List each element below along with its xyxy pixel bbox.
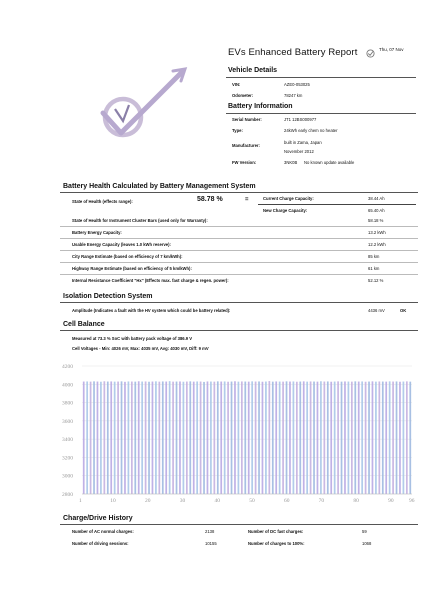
cell-voltage-bar xyxy=(179,381,181,494)
y-tick-label: 2800 xyxy=(62,492,73,498)
type-value: 24kWh early chem no heater xyxy=(284,128,338,133)
city-range-value: 85 km xyxy=(368,254,380,259)
cell-voltage-bar xyxy=(265,382,267,494)
x-tick-label: 96 xyxy=(409,498,415,504)
cell-voltage-bar xyxy=(193,382,195,494)
cell-voltage-bar xyxy=(299,382,301,494)
cell-voltage-bar xyxy=(155,381,157,494)
cell-voltage-bar xyxy=(382,382,384,494)
x-tick-label: 30 xyxy=(179,498,186,504)
cell-voltage-bar xyxy=(134,382,136,494)
row-divider xyxy=(60,262,418,263)
city-range-label: City Range Estimate (based on efficiency of 7 km/kWh): xyxy=(72,254,183,259)
cell-voltage-bar xyxy=(189,381,191,494)
cell-voltage-bar xyxy=(286,381,288,494)
cell-voltage-bar xyxy=(152,382,154,494)
cell-voltage-bar xyxy=(148,382,150,494)
soc-line: Measured at 73.3 % SoC with battery pack voltage of 386.9 V xyxy=(72,336,193,341)
y-tick-label: 4000 xyxy=(62,382,73,389)
x-tick-label: 40 xyxy=(214,498,220,504)
cell-voltage-bar xyxy=(262,382,264,494)
cell-voltage-bar xyxy=(330,382,332,494)
driving-sessions-value: 10155 xyxy=(205,541,217,546)
serial-value: JT1 12BS000977 xyxy=(284,117,317,122)
manufacturer-value: built in Zama, Japan xyxy=(284,140,322,145)
report-date: Thu, 07 Nov xyxy=(379,47,404,52)
cell-voltage-bar xyxy=(110,381,112,494)
cell-voltage-bar xyxy=(368,382,370,494)
cell-voltage-bar xyxy=(90,382,92,494)
soh-equals: = xyxy=(245,197,249,203)
y-tick-label: 3600 xyxy=(62,418,73,425)
cell-voltage-bar xyxy=(320,381,322,494)
cell-voltage-summary: Cell Voltages - Min: 4026 mV, Max: 4035 mV, Avg: 4030 mV, Diff: 9 mV xyxy=(72,346,209,351)
cell-voltage-bar xyxy=(169,381,171,494)
cell-voltage-bar xyxy=(141,382,143,494)
energy-capacity-label: Battery Energy Capacity: xyxy=(72,230,122,235)
cell-voltage-bar xyxy=(296,382,298,494)
cell-voltage-bar xyxy=(303,381,305,494)
cell-voltage-bar xyxy=(396,381,398,494)
x-tick-label: 10 xyxy=(110,498,116,504)
isolation-status: OK xyxy=(400,308,407,313)
health-rule xyxy=(60,192,418,193)
cell-voltage-bar xyxy=(293,381,295,494)
y-tick-label: 3200 xyxy=(62,455,73,462)
cell-voltage-bar xyxy=(344,381,346,494)
cell-voltage-bar xyxy=(220,382,222,494)
cell-voltage-bar xyxy=(107,382,109,494)
y-tick-label: 3000 xyxy=(62,473,73,480)
cell-voltage-bar xyxy=(337,381,339,494)
cell-voltage-bar xyxy=(385,382,387,494)
x-tick-label: 1 xyxy=(79,498,82,504)
cell-voltage-bar xyxy=(224,381,226,494)
cell-voltage-bar xyxy=(365,382,367,494)
cell-balance-title: Cell Balance xyxy=(63,321,105,328)
x-tick-label: 20 xyxy=(145,498,151,504)
cell-voltage-bar xyxy=(86,381,88,494)
cell-voltage-bar xyxy=(389,381,391,494)
x-tick-label: 70 xyxy=(318,498,325,504)
cell-voltage-bar xyxy=(128,381,130,494)
brand-logo xyxy=(95,65,195,160)
highway-range-label: Highway Range Estimate (based on efficiency of 5 km/kWh): xyxy=(72,266,192,271)
fw-label: FW Version: xyxy=(232,160,257,165)
cell-voltage-bar xyxy=(244,382,246,494)
type-label: Type: xyxy=(232,128,243,133)
cell-voltage-bar xyxy=(210,382,212,494)
cell-voltage-bar xyxy=(317,382,319,494)
soh-label: State of Health (effects range): xyxy=(72,199,133,204)
cell-balance-rule xyxy=(60,330,418,331)
driving-sessions-label: Number of driving sessions: xyxy=(72,541,129,546)
energy-capacity-value: 13.2 kWh xyxy=(368,230,386,235)
cell-voltage-bar xyxy=(275,381,277,494)
cell-voltage-bar xyxy=(162,381,164,494)
current-charge-value: 38.44 Ah xyxy=(368,196,385,201)
cell-voltage-bar xyxy=(409,382,411,494)
highway-range-value: 61 km xyxy=(368,266,380,271)
cell-voltage-bar xyxy=(186,382,188,494)
amplitude-value: 4436 mV xyxy=(368,308,385,313)
fw-note: No known update available xyxy=(304,160,355,165)
internal-resistance-label: Internal Resistance Coefficient "Hx" (Effects max. fast charge & regen. power): xyxy=(72,278,229,283)
soh-value: 58.78 % xyxy=(197,196,223,203)
cell-voltage-bar xyxy=(248,382,250,494)
soh-warranty-value: 58.18 % xyxy=(368,218,384,223)
fraction-line xyxy=(258,204,416,205)
history-rule xyxy=(60,524,418,525)
vehicle-rule xyxy=(226,77,416,78)
cell-voltage-bar xyxy=(406,381,408,494)
y-tick-label: 3800 xyxy=(62,400,73,407)
cell-voltage-bar xyxy=(103,381,105,494)
y-tick-label: 4200 xyxy=(62,364,73,370)
cell-voltage-bar xyxy=(403,382,405,494)
cell-voltage-bar xyxy=(203,382,205,494)
cell-voltage-bar xyxy=(213,382,215,494)
x-tick-label: 90 xyxy=(388,498,394,504)
cell-voltage-bar xyxy=(313,382,315,494)
cell-voltage-bar xyxy=(268,381,270,494)
cell-voltage-bar xyxy=(255,382,257,494)
cell-voltage-bar xyxy=(341,382,343,494)
vin-label: VIN: xyxy=(232,82,241,87)
new-charge-value: 65.40 Ah xyxy=(368,208,385,213)
cell-voltage-bar xyxy=(97,382,99,494)
cell-voltage-bar xyxy=(227,382,229,494)
odometer-label: Odometer: xyxy=(232,93,254,98)
cell-voltage-chart xyxy=(60,358,420,508)
header-logo-icon xyxy=(366,45,375,63)
x-tick-label: 80 xyxy=(353,498,359,504)
x-tick-label: 50 xyxy=(249,498,255,504)
cell-voltage-bar xyxy=(238,382,240,494)
cell-voltage-bar xyxy=(165,382,167,494)
cell-voltage-bar xyxy=(392,382,394,494)
vehicle-details-title: Vehicle Details xyxy=(228,67,278,74)
cell-voltage-bar xyxy=(200,382,202,494)
cell-voltage-bar xyxy=(348,382,350,494)
cell-voltage-bar xyxy=(399,382,401,494)
cell-voltage-bar xyxy=(251,381,253,494)
cell-voltage-bar xyxy=(375,382,377,494)
manufacturer-label: Manufacturer: xyxy=(232,143,260,148)
usable-energy-value: 12.2 kWh xyxy=(368,242,386,247)
cell-voltage-bar xyxy=(117,382,119,494)
cell-voltage-bar xyxy=(358,382,360,494)
cell-voltage-bar xyxy=(354,381,356,494)
cell-voltage-bar xyxy=(327,381,329,494)
cell-voltage-bar xyxy=(289,382,291,494)
report-header xyxy=(228,42,418,60)
y-tick-label: 3400 xyxy=(62,437,73,444)
cell-voltage-bar xyxy=(83,382,85,494)
battery-rule xyxy=(226,113,416,114)
row-divider xyxy=(60,274,418,275)
history-title: Charge/Drive History xyxy=(63,515,133,522)
isolation-title: Isolation Detection System xyxy=(63,293,153,300)
cell-voltage-bar xyxy=(272,382,274,494)
cell-voltage-bar xyxy=(378,381,380,494)
usable-energy-label: Usable Energy Capacity (leaves 1.0 kWh reserve): xyxy=(72,242,171,247)
serial-label: Serial Number: xyxy=(232,117,262,122)
ac-charges-label: Number of AC normal charges: xyxy=(72,529,134,534)
battery-information-title: Battery Information xyxy=(228,103,293,110)
cell-voltage-chart-svg xyxy=(60,358,420,508)
vin-value: AZE0-053025 xyxy=(284,82,310,87)
cell-voltage-bar xyxy=(282,382,284,494)
row-divider xyxy=(60,226,418,227)
cell-voltage-bar xyxy=(114,382,116,494)
cell-voltage-bar xyxy=(306,382,308,494)
cell-voltage-bar xyxy=(310,381,312,494)
fw-value: 3NK0B xyxy=(284,160,298,165)
cell-voltage-bar xyxy=(138,381,140,494)
cell-voltage-bar xyxy=(334,382,336,494)
cell-voltage-bar xyxy=(217,381,219,494)
soh-warranty-label: State of Health for Instrument Cluster Bars (used only for Warranty): xyxy=(72,218,208,223)
full-charges-label: Number of charges to 100%: xyxy=(248,541,305,546)
battery-health-title: Battery Health Calculated by Battery Management System xyxy=(63,183,256,190)
isolation-rule xyxy=(60,302,418,303)
dc-charges-label: Number of DC fast charges: xyxy=(248,529,304,534)
amplitude-label: Amplitude (Indicates a fault with the HV system which could be battery related): xyxy=(72,308,231,313)
x-tick-label: 60 xyxy=(283,498,290,504)
new-charge-label: New Charge Capacity: xyxy=(263,208,308,213)
cell-voltage-bar xyxy=(172,382,174,494)
report-title: EVs Enhanced Battery Report xyxy=(228,47,358,58)
full-charges-value: 1068 xyxy=(362,541,372,546)
row-divider xyxy=(60,238,418,239)
manufacture-date-value: November 2012 xyxy=(284,149,314,154)
cell-voltage-bar xyxy=(183,382,185,494)
internal-resistance-value: 52.12 % xyxy=(368,278,384,283)
current-charge-label: Current Charge Capacity: xyxy=(263,196,314,201)
cell-voltage-bar xyxy=(351,382,353,494)
cell-voltage-bar xyxy=(241,381,243,494)
cell-voltage-bar xyxy=(323,382,325,494)
cell-voltage-bar xyxy=(124,382,126,494)
cell-voltage-bar xyxy=(158,382,160,494)
row-divider xyxy=(60,250,418,251)
cell-voltage-bar xyxy=(231,382,233,494)
cell-voltage-bar xyxy=(207,381,209,494)
cell-voltage-bar xyxy=(361,381,363,494)
ac-charges-value: 2138 xyxy=(205,529,215,534)
cell-voltage-bar xyxy=(100,382,102,494)
cell-voltage-bar xyxy=(258,381,260,494)
cell-voltage-bar xyxy=(145,381,147,494)
cell-voltage-bar xyxy=(121,381,123,494)
cell-voltage-bar xyxy=(279,382,281,494)
odometer-value: 78247 km xyxy=(284,93,303,98)
cell-voltage-bar xyxy=(131,382,133,494)
cell-voltage-bar xyxy=(372,381,374,494)
cell-voltage-bar xyxy=(196,381,198,494)
dc-charges-value: 59 xyxy=(362,529,367,534)
cell-voltage-bar xyxy=(176,382,178,494)
cell-voltage-bar xyxy=(93,381,95,494)
cell-voltage-bar xyxy=(234,381,236,494)
